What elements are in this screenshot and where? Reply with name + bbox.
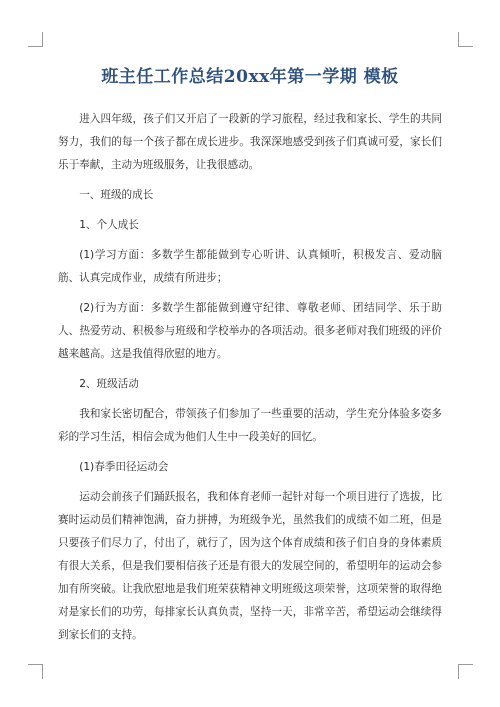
crop-mark-bottom-left (28, 664, 43, 679)
crop-mark-bottom-right (458, 664, 473, 679)
intro-paragraph: 进入四年级，孩子们又开启了一段新的学习旅程，经过我和家长、学生的共同努力，我们的每一个孩子都在成长进步。我深深地感受到孩子们真诚可爱，家长们乐于奉献，主动为班级服务，让我很感动。 (58, 113, 442, 171)
crop-mark-top-right (458, 32, 473, 47)
crop-mark-top-left (28, 32, 43, 47)
document-body (58, 108, 442, 654)
paragraph-study: (1)学习方面：多数学生都能做到专心听讲、认真倾听，积极发言、爱动脑筋、认真完成作业，成绩有所进步； (58, 249, 442, 284)
item-heading-sports-meet: (1)春季田径运动会 (79, 461, 169, 473)
subsection-heading-class-activities: 2、班级活动 (79, 378, 139, 390)
paragraph-sports-meet: 运动会前孩子们踊跃报名，我和体育老师一起针对每一个项目进行了选拔，比赛时运动员们精神饱满，奋力拼搏，为班级争光，虽然我们的成绩不如二班，但是只要孩子们尽力了，付出了，就行了，因为这个体育成绩和孩子们自身的身体素质有很大关系，但是我们要相信孩子还是有很大的发展空间的，希望明年的运动会参加有所突破。让我欣慰地是我们班荣获精神文明班级这项荣誉，这项荣誉的取得绝对是家长们的功劳，每排家长认真负责，坚持一天，非常辛苦，希望运动会继续得到家长们的支持。 (58, 491, 442, 641)
paragraph-activities: 我和家长密切配合，带领孩子们参加了一些重要的活动，学生充分体验多姿多彩的学习生活，相信会成为他们人生中一段美好的回忆。 (58, 408, 442, 443)
subsection-heading-personal-growth: 1、个人成长 (79, 219, 139, 231)
paragraph-behavior: (2)行为方面：多数学生都能做到遵守纪律、尊敬老师、团结同学、乐于助人、热爱劳动、积极参与班级和学校举办的各项活动。很多老师对我们班级的评价越来越高。这是我值得欣慰的地方。 (58, 302, 442, 360)
section-heading-class-growth: 一、班级的成长 (79, 189, 154, 201)
document-title: 班主任工作总结20xx年第一学期 模板 (101, 67, 399, 87)
